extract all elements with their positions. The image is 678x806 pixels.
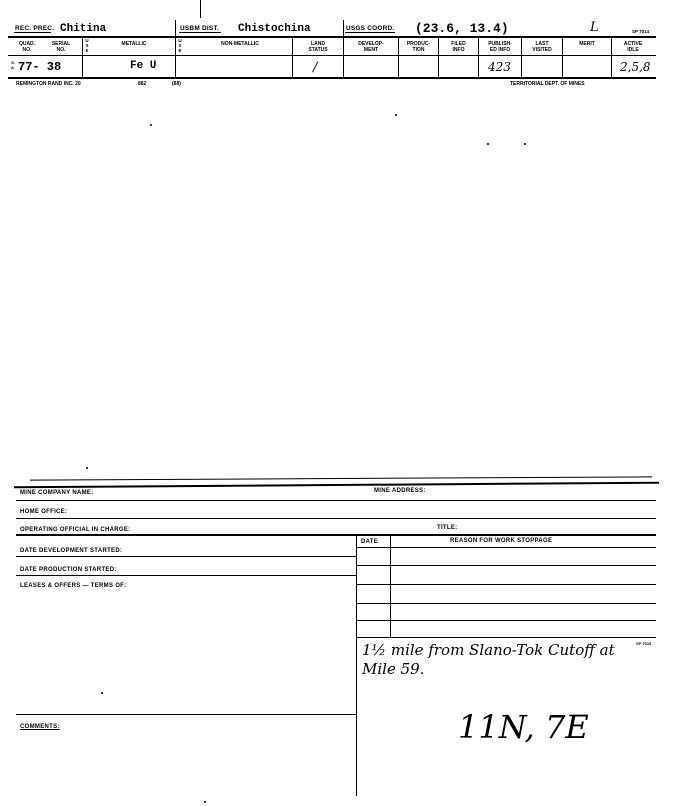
mine-address-label: MINE ADDRESS: <box>374 488 426 494</box>
usbm-dist-label: USBM DIST. <box>180 25 219 32</box>
footer-left: REMINGTON RAND INC. 20 <box>16 81 81 87</box>
col-development: DEVELOP- MENT <box>358 41 384 53</box>
operating-official-label: OPERATING OFFICIAL IN CHARGE: <box>20 527 131 533</box>
active-idle-value: 2,5,8 <box>620 60 651 74</box>
col-serial-no: SERIAL NO. <box>51 41 71 53</box>
col-use-1: U S E <box>85 38 89 53</box>
rec-prec-label: REC. PREC. <box>15 25 55 32</box>
col-published-info: PUBLISH- ED INFO <box>488 41 512 53</box>
reason-col-header: REASON FOR WORK STOPPAGE <box>450 538 553 544</box>
date-col-header: DATE <box>361 539 379 545</box>
date-production-label: DATE PRODUCTION STARTED: <box>20 567 117 573</box>
form-number-top: SP 7014 <box>632 29 650 34</box>
footer-code2: (88) <box>172 81 181 87</box>
usbm-dist-value: Chistochina <box>238 23 311 35</box>
footer-code: 882 <box>138 81 147 87</box>
col-metallic: METALLIC <box>121 41 147 47</box>
usgs-coord-label: USGS COORD. <box>346 25 395 32</box>
col-merit: MERIT <box>579 41 595 47</box>
leases-label: LEASES & OFFERS — TERMS OF: <box>20 583 127 589</box>
rec-prec-value: Chitina <box>60 23 107 35</box>
township-value: 11N, 7E <box>458 708 589 746</box>
comments-label: COMMENTS: <box>20 724 60 730</box>
col-non-metallic: NON-METALLIC <box>221 41 259 47</box>
usgs-coord-value: (23.6, 13.4) <box>415 21 509 36</box>
col-filed-info: FILED INFO <box>451 41 466 53</box>
metallic-value: Fe U <box>130 60 157 72</box>
land-status-value: / <box>313 60 318 75</box>
col-active-idle: ACTIVE IDLE <box>623 41 643 53</box>
note-line-2: Mile 59. <box>362 660 425 678</box>
mine-company-name-label: MINE COMPANY NAME: <box>20 490 94 496</box>
col-use-2: U S E <box>178 38 182 53</box>
quad-serial-value: 77- 38 <box>18 60 62 74</box>
footer-right: TERRITORIAL DEPT. OF MINES <box>510 81 585 87</box>
col-production: PRODUC- TION <box>406 41 431 53</box>
col-quad-no: QUAD. NO. <box>18 41 36 53</box>
form-number-bottom: SP 7015 <box>636 641 652 646</box>
title-label: TITLE: <box>437 525 458 531</box>
note-line-1: 1½ mile from Slano-Tok Cutoff at <box>362 641 615 659</box>
side-code: S. A. <box>11 60 15 70</box>
coord-mark: L <box>590 20 599 35</box>
home-office-label: HOME OFFICE: <box>20 509 68 515</box>
col-land-status: LAND STATUS <box>308 41 328 53</box>
date-development-label: DATE DEVELOPMENT STARTED: <box>20 548 123 554</box>
published-info-value: 423 <box>488 60 511 74</box>
col-last-visited: LAST VISITED <box>532 41 552 53</box>
